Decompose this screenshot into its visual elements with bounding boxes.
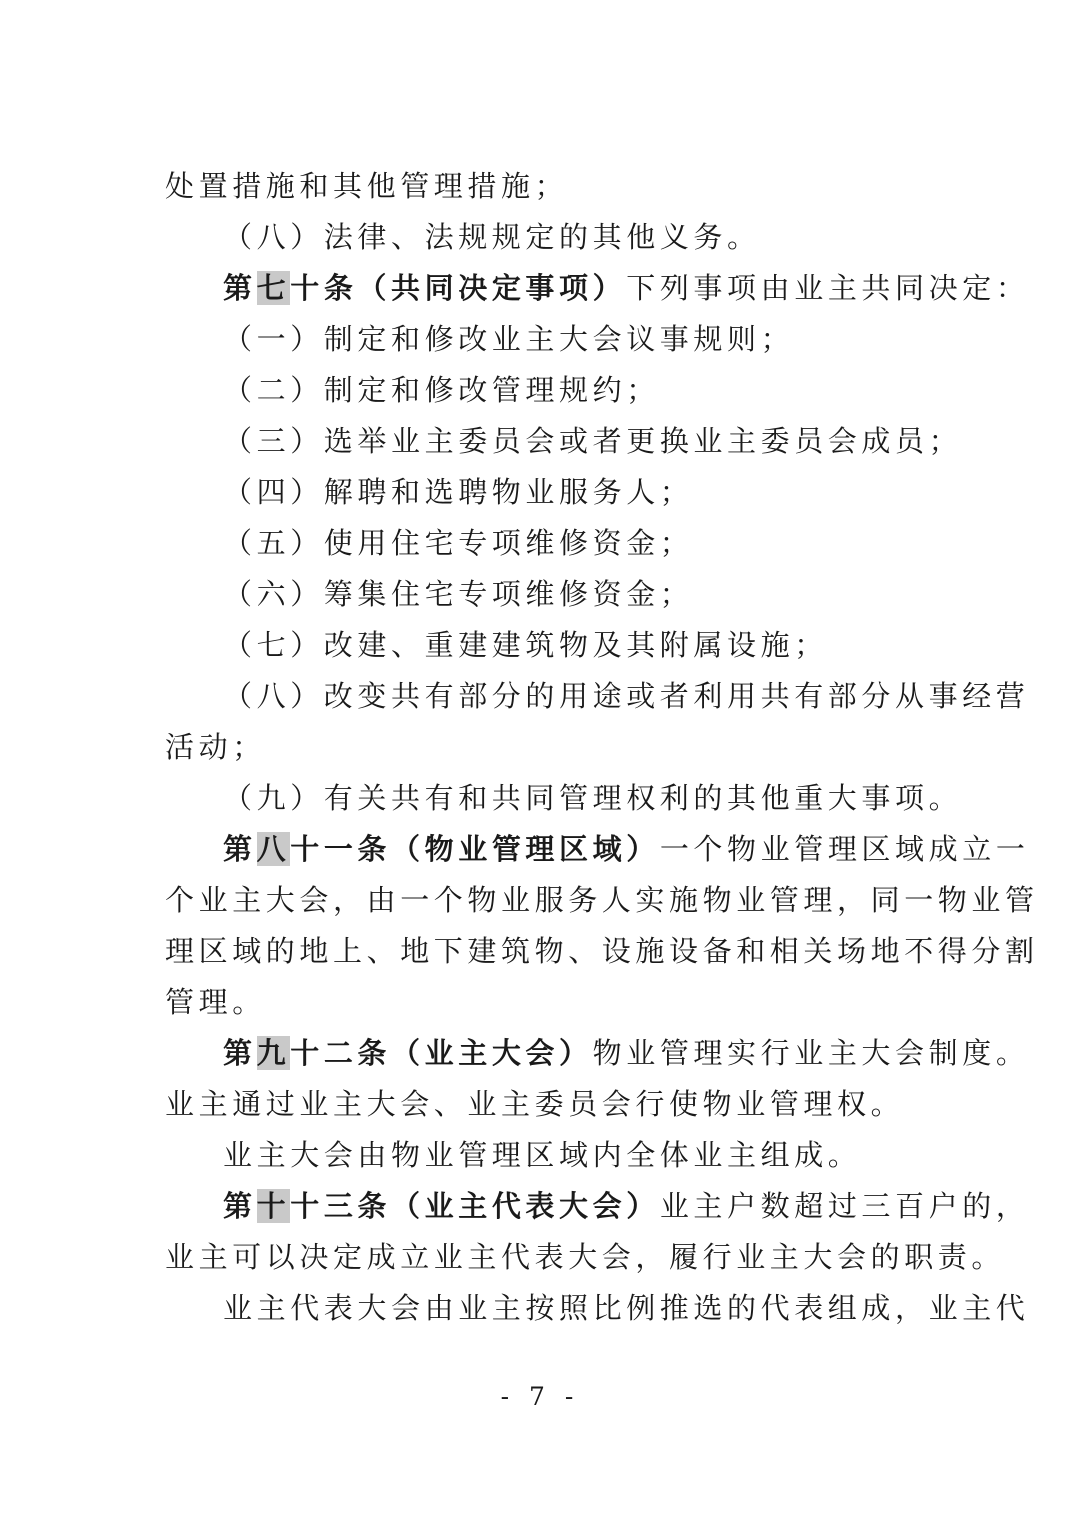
- list-item: （五）使用住宅专项维修资金；: [223, 526, 694, 560]
- text-line: 活动；: [165, 730, 266, 764]
- article-text: 下列事项由业主共同决定：: [626, 271, 1030, 305]
- list-item: （三）选举业主委员会或者更换业主委员会成员；: [223, 424, 963, 458]
- article-81: [223, 823, 1030, 875]
- article-103: [223, 1180, 1030, 1232]
- list-item: （四）解聘和选聘物业服务人；: [223, 475, 694, 509]
- article-heading: 第七十条（共同决定事项）: [223, 271, 627, 305]
- article-heading: 第十十三条（业主代表大会）: [223, 1189, 660, 1223]
- text-line: 业主大会由物业管理区域内全体业主组成。: [223, 1138, 862, 1172]
- text-line: 业主通过业主大会、业主委员会行使物业管理权。: [165, 1087, 905, 1121]
- article-text: 业主户数超过三百户的，: [659, 1189, 1030, 1223]
- text-line: 管理。: [165, 985, 266, 1019]
- article-heading: 第八十一条（物业管理区域）: [223, 832, 660, 866]
- text-line: 业主可以决定成立业主代表大会，履行业主大会的职责。: [165, 1240, 1006, 1274]
- highlighted-numeral: 九: [256, 1036, 291, 1070]
- list-item: （六）筹集住宅专项维修资金；: [223, 577, 694, 611]
- page-number: - 7 -: [500, 1382, 580, 1411]
- list-item: （八）改变共有部分的用途或者利用共有部分从事经营: [223, 679, 1030, 713]
- text-line: （八）法律、法规规定的其他义务。: [223, 220, 761, 254]
- list-item: （七）改建、重建建筑物及其附属设施；: [223, 628, 828, 662]
- article-heading: 第九十二条（业主大会）: [223, 1036, 593, 1070]
- text-line: 理区域的地上、地下建筑物、设施设备和相关场地不得分割: [165, 934, 1039, 968]
- text-line: 个业主大会，由一个物业服务人实施物业管理，同一物业管: [165, 883, 1039, 917]
- list-item: （九）有关共有和共同管理权利的其他重大事项。: [223, 781, 963, 815]
- list-item: （二）制定和修改管理规约；: [223, 373, 660, 407]
- highlighted-numeral: 八: [256, 832, 291, 866]
- highlighted-numeral: 七: [256, 271, 291, 305]
- article-92: [223, 1027, 1030, 1079]
- text-line: 业主代表大会由业主按照比例推选的代表组成，业主代: [223, 1291, 1030, 1325]
- article-text: 一个物业管理区域成立一: [659, 832, 1030, 866]
- text-line: 处置措施和其他管理措施；: [165, 169, 569, 203]
- highlighted-numeral: 十: [256, 1189, 291, 1223]
- article-70: [223, 262, 1030, 314]
- list-item: （一）制定和修改业主大会议事规则；: [223, 322, 795, 356]
- article-text: 物业管理实行业主大会制度。: [592, 1036, 1030, 1070]
